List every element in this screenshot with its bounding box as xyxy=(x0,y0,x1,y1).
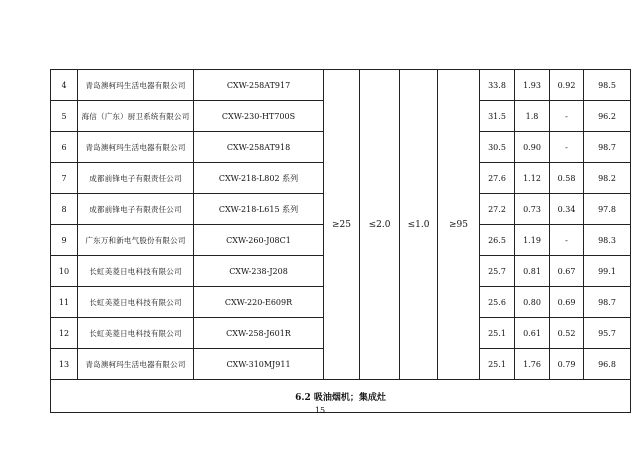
value-cell-2: 0.61 xyxy=(515,318,550,349)
row-number-cell: 7 xyxy=(51,163,78,194)
value-cell-1: 33.8 xyxy=(480,70,515,101)
company-cell: 青岛澳柯玛生活电器有限公司 xyxy=(78,70,194,101)
value-cell-1: 31.5 xyxy=(480,101,515,132)
value-cell-4: 97.8 xyxy=(584,194,631,225)
value-cell-4: 98.5 xyxy=(584,70,631,101)
value-cell-4: 98.2 xyxy=(584,163,631,194)
model-cell: CXW-218-L615 系列 xyxy=(194,194,324,225)
value-cell-2: 0.80 xyxy=(515,287,550,318)
value-cell-4: 96.2 xyxy=(584,101,631,132)
value-cell-3: 0.34 xyxy=(550,194,584,225)
value-cell-2: 1.93 xyxy=(515,70,550,101)
row-number-cell: 6 xyxy=(51,132,78,163)
value-cell-1: 25.1 xyxy=(480,318,515,349)
value-cell-3: 0.92 xyxy=(550,70,584,101)
model-cell: CXW-310MJ911 xyxy=(194,349,324,380)
value-cell-1: 27.6 xyxy=(480,163,515,194)
value-cell-1: 25.6 xyxy=(480,287,515,318)
value-cell-2: 0.73 xyxy=(515,194,550,225)
value-cell-4: 98.7 xyxy=(584,287,631,318)
value-cell-3: 0.79 xyxy=(550,349,584,380)
section-heading: 6.2 吸油烟机；集成灶 xyxy=(51,380,631,413)
company-cell: 海信（广东）厨卫系统有限公司 xyxy=(78,101,194,132)
table-row xyxy=(51,70,631,101)
row-number-cell: 10 xyxy=(51,256,78,287)
value-cell-1: 26.5 xyxy=(480,225,515,256)
row-number-cell: 13 xyxy=(51,349,78,380)
company-cell: 青岛澳柯玛生活电器有限公司 xyxy=(78,132,194,163)
value-cell-2: 1.8 xyxy=(515,101,550,132)
value-cell-3: - xyxy=(550,225,584,256)
model-cell: CXW-218-L802 系列 xyxy=(194,163,324,194)
value-cell-4: 99.1 xyxy=(584,256,631,287)
company-cell: 成都前锋电子有限责任公司 xyxy=(78,163,194,194)
value-cell-1: 30.5 xyxy=(480,132,515,163)
requirement-cell-3: ≤1.0 xyxy=(400,70,438,380)
company-cell: 青岛澳柯玛生活电器有限公司 xyxy=(78,349,194,380)
model-cell: CXW-258AT917 xyxy=(194,70,324,101)
value-cell-2: 0.81 xyxy=(515,256,550,287)
company-cell: 成都前锋电子有限责任公司 xyxy=(78,194,194,225)
value-cell-2: 1.76 xyxy=(515,349,550,380)
product-table xyxy=(50,69,631,413)
value-cell-3: 0.69 xyxy=(550,287,584,318)
value-cell-3: 0.67 xyxy=(550,256,584,287)
value-cell-4: 98.3 xyxy=(584,225,631,256)
value-cell-3: - xyxy=(550,132,584,163)
value-cell-3: - xyxy=(550,101,584,132)
model-cell: CXW-220-E609R xyxy=(194,287,324,318)
row-number-cell: 5 xyxy=(51,101,78,132)
value-cell-1: 25.7 xyxy=(480,256,515,287)
model-cell: CXW-258-J601R xyxy=(194,318,324,349)
requirement-cell-4: ≥95 xyxy=(438,70,480,380)
company-cell: 长虹美菱日电科技有限公司 xyxy=(78,287,194,318)
requirement-cell-2: ≤2.0 xyxy=(360,70,400,380)
value-cell-1: 27.2 xyxy=(480,194,515,225)
company-cell: 长虹美菱日电科技有限公司 xyxy=(78,256,194,287)
row-number-cell: 12 xyxy=(51,318,78,349)
value-cell-4: 95.7 xyxy=(584,318,631,349)
table-body xyxy=(51,70,631,413)
page-number: 15 xyxy=(314,406,326,415)
model-cell: CXW-230-HT700S xyxy=(194,101,324,132)
company-cell: 长虹美菱日电科技有限公司 xyxy=(78,318,194,349)
value-cell-4: 98.7 xyxy=(584,132,631,163)
model-cell: CXW-258AT918 xyxy=(194,132,324,163)
model-cell: CXW-238-J208 xyxy=(194,256,324,287)
value-cell-3: 0.52 xyxy=(550,318,584,349)
row-number-cell: 9 xyxy=(51,225,78,256)
row-number-cell: 8 xyxy=(51,194,78,225)
value-cell-2: 1.19 xyxy=(515,225,550,256)
model-cell: CXW-260-J08C1 xyxy=(194,225,324,256)
value-cell-2: 0.90 xyxy=(515,132,550,163)
row-number-cell: 11 xyxy=(51,287,78,318)
value-cell-3: 0.58 xyxy=(550,163,584,194)
requirement-cell-1: ≥25 xyxy=(324,70,360,380)
value-cell-4: 96.8 xyxy=(584,349,631,380)
company-cell: 广东万和新电气股份有限公司 xyxy=(78,225,194,256)
row-number-cell: 4 xyxy=(51,70,78,101)
value-cell-2: 1.12 xyxy=(515,163,550,194)
value-cell-1: 25.1 xyxy=(480,349,515,380)
